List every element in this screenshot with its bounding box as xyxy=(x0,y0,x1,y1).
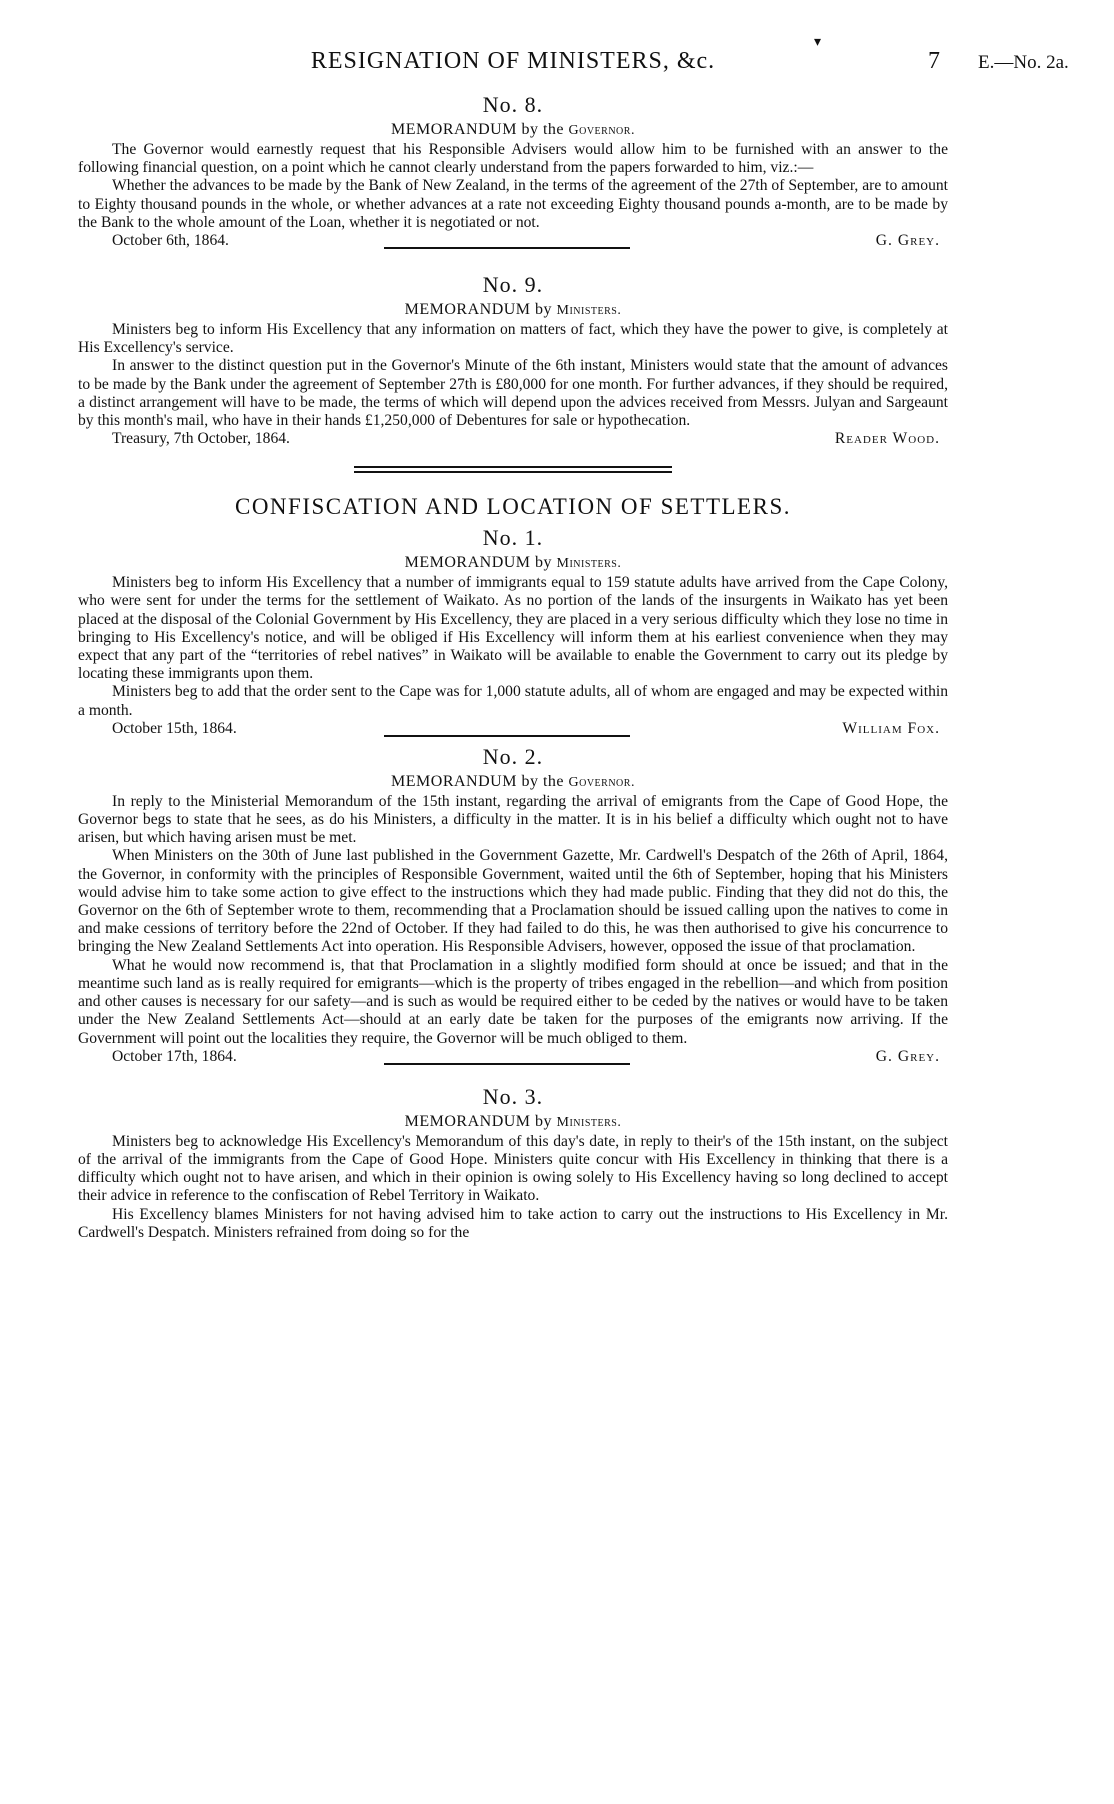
memo-number: No. 1. xyxy=(482,525,544,551)
memo-heading-from: Governor. xyxy=(568,774,635,790)
paragraph: In answer to the distinct question put in the Governor's Minute of the 6th instant, Ministers would state that the amount of advances to be made by the Bank under the agreement of September 27th is £80,000 for one month. For further advances, if they should be required, a distinct arrangement will have to be made, the terms of which will depend upon the advices received from Messrs. Julyan and Sargeaunt by this month's mail, who have in their hands £1,250,000 of Debentures for sale or hypothecation. xyxy=(78,357,948,430)
memo-heading xyxy=(78,300,948,321)
memo-heading-from: Ministers. xyxy=(556,1114,622,1130)
memo-heading-by: by xyxy=(535,1112,553,1130)
memo-heading-by: by the xyxy=(521,772,564,790)
paragraph: What he would now recommend is, that that Proclamation in a slightly modified form should at once be issued; and that in the meantime such land as is really required for emigrants—which is the property of tribes engaged in the rebellion—and which from position and other causes is necessary for our safety—and is such as would be required either to be ceded by the natives or would have to be taken under the New Zealand Settlements Act—should at an early date be taken for the purposes of the emigrants now arriving. If the Government will point out the localities they require, the Governor will be much obliged to them. xyxy=(78,956,948,1047)
paragraph: Ministers beg to inform His Excellency that any information on matters of fact, which they have the power to give, is completely at His Excellency's service. xyxy=(78,321,948,357)
signature: G. Grey. xyxy=(875,232,940,250)
memo-heading-from: Ministers. xyxy=(556,303,622,319)
confiscation-memo-no-2 xyxy=(78,744,948,1068)
signature-row xyxy=(78,232,948,252)
memo-heading-main: MEMORANDUM xyxy=(404,301,531,319)
confiscation-memo-no-3 xyxy=(78,1084,948,1242)
memo-heading-main: MEMORANDUM xyxy=(391,121,517,138)
memo-number: No. 3. xyxy=(482,1083,544,1109)
signature: Reader Wood. xyxy=(834,430,940,448)
paragraph: The Governor would earnestly request that his Responsible Advisers would allow him to be furnished with an answer to the following financial question, on a point which he cannot clearly understand from the papers forwarded to him, viz.:— xyxy=(78,141,948,177)
memo-no-9 xyxy=(78,272,948,450)
paragraph: Ministers beg to add that the order sent to the Cape was for 1,000 statute adults, all of whom are engaged and may be expected within a month. xyxy=(78,683,948,719)
separator-rule xyxy=(384,1063,630,1065)
signature-row xyxy=(78,1048,948,1068)
memo-heading-by: by xyxy=(535,554,553,572)
memo-heading-by: by the xyxy=(521,121,564,138)
memo-heading-by: by xyxy=(535,301,553,319)
memo-date: Treasury, 7th October, 1864. xyxy=(112,430,290,448)
section-double-rule xyxy=(354,466,672,473)
memo-no-8 xyxy=(78,92,948,252)
confiscation-memo-no-1 xyxy=(78,525,948,740)
memo-number: No. 8. xyxy=(482,92,544,117)
signature: G. Grey. xyxy=(875,1047,940,1065)
ink-mark: ▾ xyxy=(814,35,822,50)
memo-heading-main: MEMORANDUM xyxy=(404,1112,531,1130)
separator-rule xyxy=(384,735,630,737)
paragraph: His Excellency blames Ministers for not having advised him to take action to carry out the instructions to His Excellency in Mr. Cardwell's Despatch. Ministers refrained from doing so for the xyxy=(78,1205,948,1241)
section-title: CONFISCATION AND LOCATION OF SETTLERS. xyxy=(234,494,791,520)
signature-row xyxy=(78,430,948,450)
separator-rule xyxy=(384,247,630,249)
page-number: 7 xyxy=(928,48,940,74)
memo-heading-main: MEMORANDUM xyxy=(391,772,517,790)
signature-row xyxy=(78,720,948,740)
memo-heading-from: Ministers. xyxy=(556,556,622,572)
memo-number: No. 9. xyxy=(482,272,544,298)
paragraph: In reply to the Ministerial Memorandum of the 15th instant, regarding the arrival of emigrants from the Cape of Good Hope, the Governor begs to state that he sees, as do his Ministers, a difficulty in the matter. It is in his belief a difficulty which ought not to have arisen, but which having arisen must be met. xyxy=(78,792,948,847)
memo-number: No. 2. xyxy=(482,743,544,769)
paragraph: When Ministers on the 30th of June last published in the Government Gazette, Mr. Cardwell's Despatch of the 26th of April, 1864, the Governor, in conformity with the principles of Responsible Government, waited until the 6th of September, hoping that his Ministers would advise him to take some action to give effect to the instructions which they had made public. Finding that they did not do this, the Governor on the 6th of September wrote to them, recommending that a Proclamation should be issued calling upon the natives to come in and make cessions of territory before the 22nd of October. If they had failed to do this, he was then authorised to give his concurrence to bringing the New Zealand Settlements Act into operation. His Responsible Advisers, however, opposed the issue of that proclamation. xyxy=(78,847,948,956)
memo-heading xyxy=(78,1112,948,1133)
paragraph: Whether the advances to be made by the Bank of New Zealand, in the terms of the agreement of the 27th of September, are to amount to Eighty thousand pounds in the whole, or whether advances at a rate not exceeding Eighty thousand pounds a-month, are to be made by the Bank to the whole amount of the Loan, whether it is negotiated or not. xyxy=(78,177,948,231)
signature: William Fox. xyxy=(842,719,940,737)
memo-heading-main: MEMORANDUM xyxy=(404,554,531,572)
memo-date: October 17th, 1864. xyxy=(112,1047,237,1065)
paper-reference: E.—No. 2a. xyxy=(978,52,1069,73)
running-title: RESIGNATION OF MINISTERS, &c. xyxy=(310,48,716,74)
memo-heading-from: Governor. xyxy=(568,123,635,138)
memo-date: October 15th, 1864. xyxy=(112,719,237,737)
paragraph: Ministers beg to acknowledge His Excellency's Memorandum of this day's date, in reply to their's of the 15th instant, on the subject of the arrival of the immigrants from the Cape of Good Hope. Ministers quite concur with His Excellency in thinking that there is a difficulty which ought not to have arisen, and which in their opinion is owing solely to His Excellency having so long declined to accept their advice in reference to the confiscation of Rebel Territory in Waikato. xyxy=(78,1132,948,1205)
running-header xyxy=(78,35,1069,88)
paragraph: Ministers beg to inform His Excellency that a number of immigrants equal to 159 statute adults have arrived from the Cape Colony, who were sent for under the terms for the settlement of Waikato. As no portion of the lands of the insurgents in Waikato has yet been placed at the disposal of the Colonial Government by His Excellency, they are placed in a very serious difficulty which they lose no time in bringing to His Excellency's notice, and will be obliged if His Excellency will inform them at his earliest convenience when they may expect that any part of the “territories of rebel natives” in Waikato will be available to enable the Government to carry out its pledge by locating these immigrants upon them. xyxy=(78,574,948,683)
memo-date: October 6th, 1864. xyxy=(112,232,229,250)
memo-heading xyxy=(78,120,948,141)
memo-heading xyxy=(78,772,948,793)
memo-heading xyxy=(78,553,948,574)
